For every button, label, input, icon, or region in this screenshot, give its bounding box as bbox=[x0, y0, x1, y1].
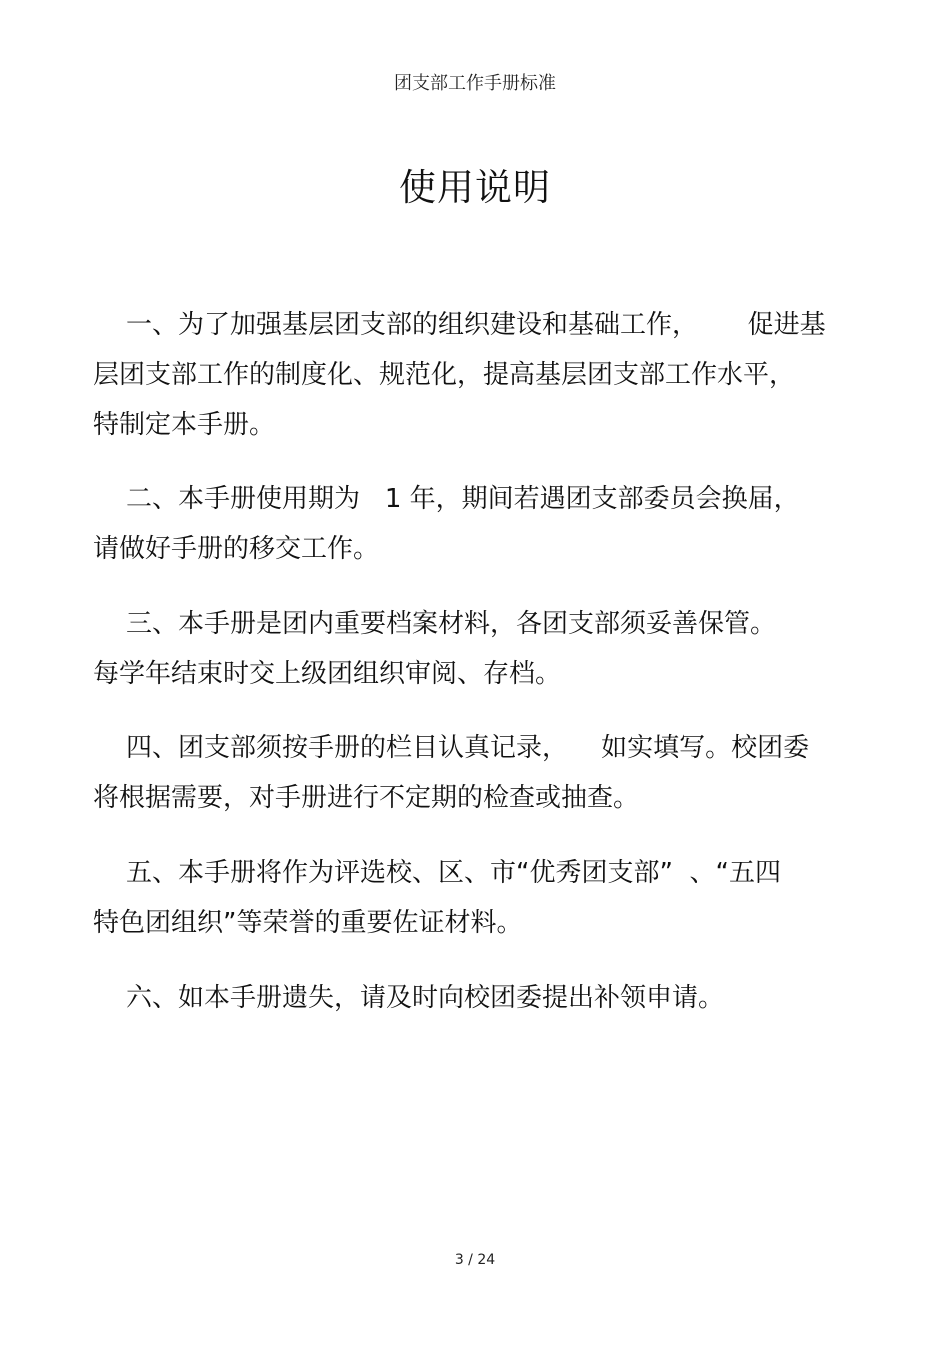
instruction-line: 每学年结束时交上级团组织审阅、存档。 bbox=[93, 659, 562, 689]
instruction-item-6 bbox=[93, 973, 859, 1023]
instruction-item-5 bbox=[93, 848, 859, 948]
instruction-line: 请做好手册的移交工作。 bbox=[93, 534, 380, 564]
instruction-line: 特色团组织”等荣誉的重要佐证材料。 bbox=[93, 908, 523, 938]
instruction-line: 将根据需要，对手册进行不定期的检查或抽查。 bbox=[93, 783, 640, 813]
instruction-line: 特制定本手册。 bbox=[93, 410, 276, 440]
instruction-line: 二、本手册使用期为 1 年，期间若遇团支部委员会换届， bbox=[93, 484, 800, 514]
page-number: 3 / 24 bbox=[454, 1252, 496, 1268]
instruction-line: 一、为了加强基层团支部的组织建设和基础工作， 促进基 bbox=[93, 310, 826, 340]
running-header: 团支部工作手册标准 bbox=[394, 73, 556, 94]
page-title: 使用说明 bbox=[399, 166, 551, 209]
instruction-item-2 bbox=[93, 474, 859, 574]
instruction-line: 五、本手册将作为评选校、区、市“优秀团支部” 、“五四 bbox=[93, 858, 781, 888]
instruction-item-1 bbox=[93, 300, 859, 450]
instruction-line: 四、团支部须按手册的栏目认真记录， 如实填写。校团委 bbox=[93, 733, 810, 763]
instruction-item-4 bbox=[93, 723, 859, 823]
instruction-line: 层团支部工作的制度化、规范化，提高基层团支部工作水平， bbox=[93, 360, 796, 390]
instruction-line: 六、如本手册遗失，请及时向校团委提出补领申请。 bbox=[93, 983, 725, 1013]
instruction-item-3 bbox=[93, 599, 859, 699]
instruction-line: 三、本手册是团内重要档案材料，各团支部须妥善保管。 bbox=[93, 609, 777, 639]
